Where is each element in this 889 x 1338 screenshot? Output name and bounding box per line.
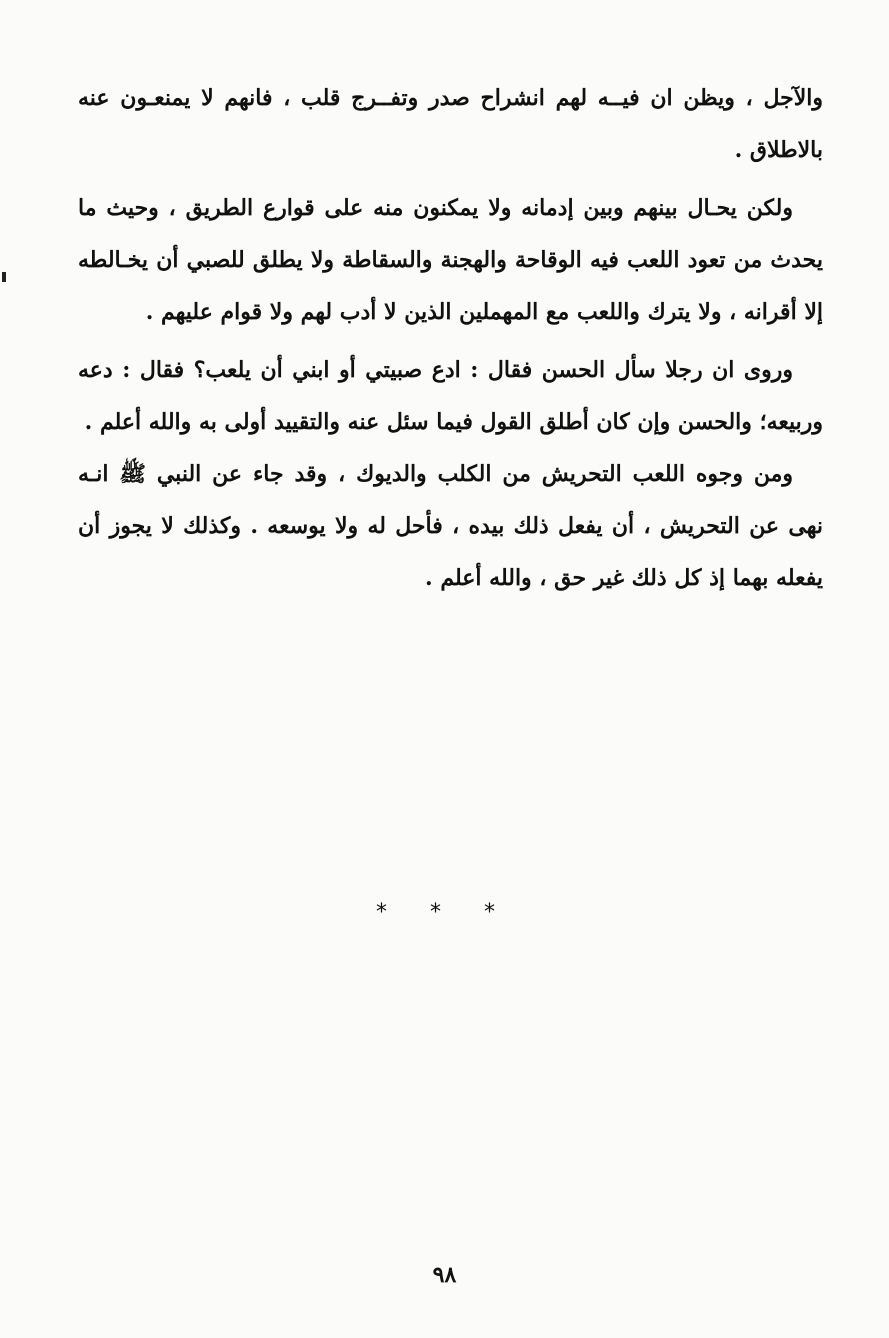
paragraph-4-text: ومن وجوه اللعب التحريش من الكلب والديوك ، وقد جاء عن النبي ﷺ انـه نهى عن التحريش ، أن يفعل ذلك بيده ، فأحل له ولا يوسعه . وكذلك لا يجوز أن يفعله بهما إذ كل ذلك غير حق ، والله أعلم . bbox=[78, 461, 823, 591]
paragraph-2 bbox=[78, 182, 823, 338]
paragraph-2-text: ولكن يحـال بينهم وبين إدمانه ولا يمكنون منه على قوارع الطريق ، وحيث ما يحدث من تعود اللعب فيه الوقاحة والهجنة والسقاطة ولا يطلق للصبي أن يخـالطه إلا أقرانه ، ولا يترك واللعب مع المهملين الذين لا أدب لهم ولا قوام عليهم . bbox=[78, 195, 823, 325]
paragraph-3-text: وروى ان رجلا سأل الحسن فقال : ادع صبيتي أو ابني أن يلعب؟ فقال : دعه وربيعه؛ والحسن وإن كان أطلق القول فيما سئل عنه والتقييد أولى به والله أعلم . bbox=[78, 357, 823, 435]
scan-edge-mark bbox=[2, 272, 6, 282]
paragraph-1-text: والآجل ، ويظن ان فيــه لهم انشراح صدر وتفــرج قلب ، فانهم لا يمنعـون عنه بالاطلاق . bbox=[78, 85, 823, 163]
paragraph-1 bbox=[78, 72, 823, 176]
page-number: ٩٨ bbox=[432, 1262, 457, 1288]
paragraph-4 bbox=[78, 448, 823, 604]
paragraph-3 bbox=[78, 344, 823, 448]
section-separator: * * * bbox=[376, 900, 513, 925]
